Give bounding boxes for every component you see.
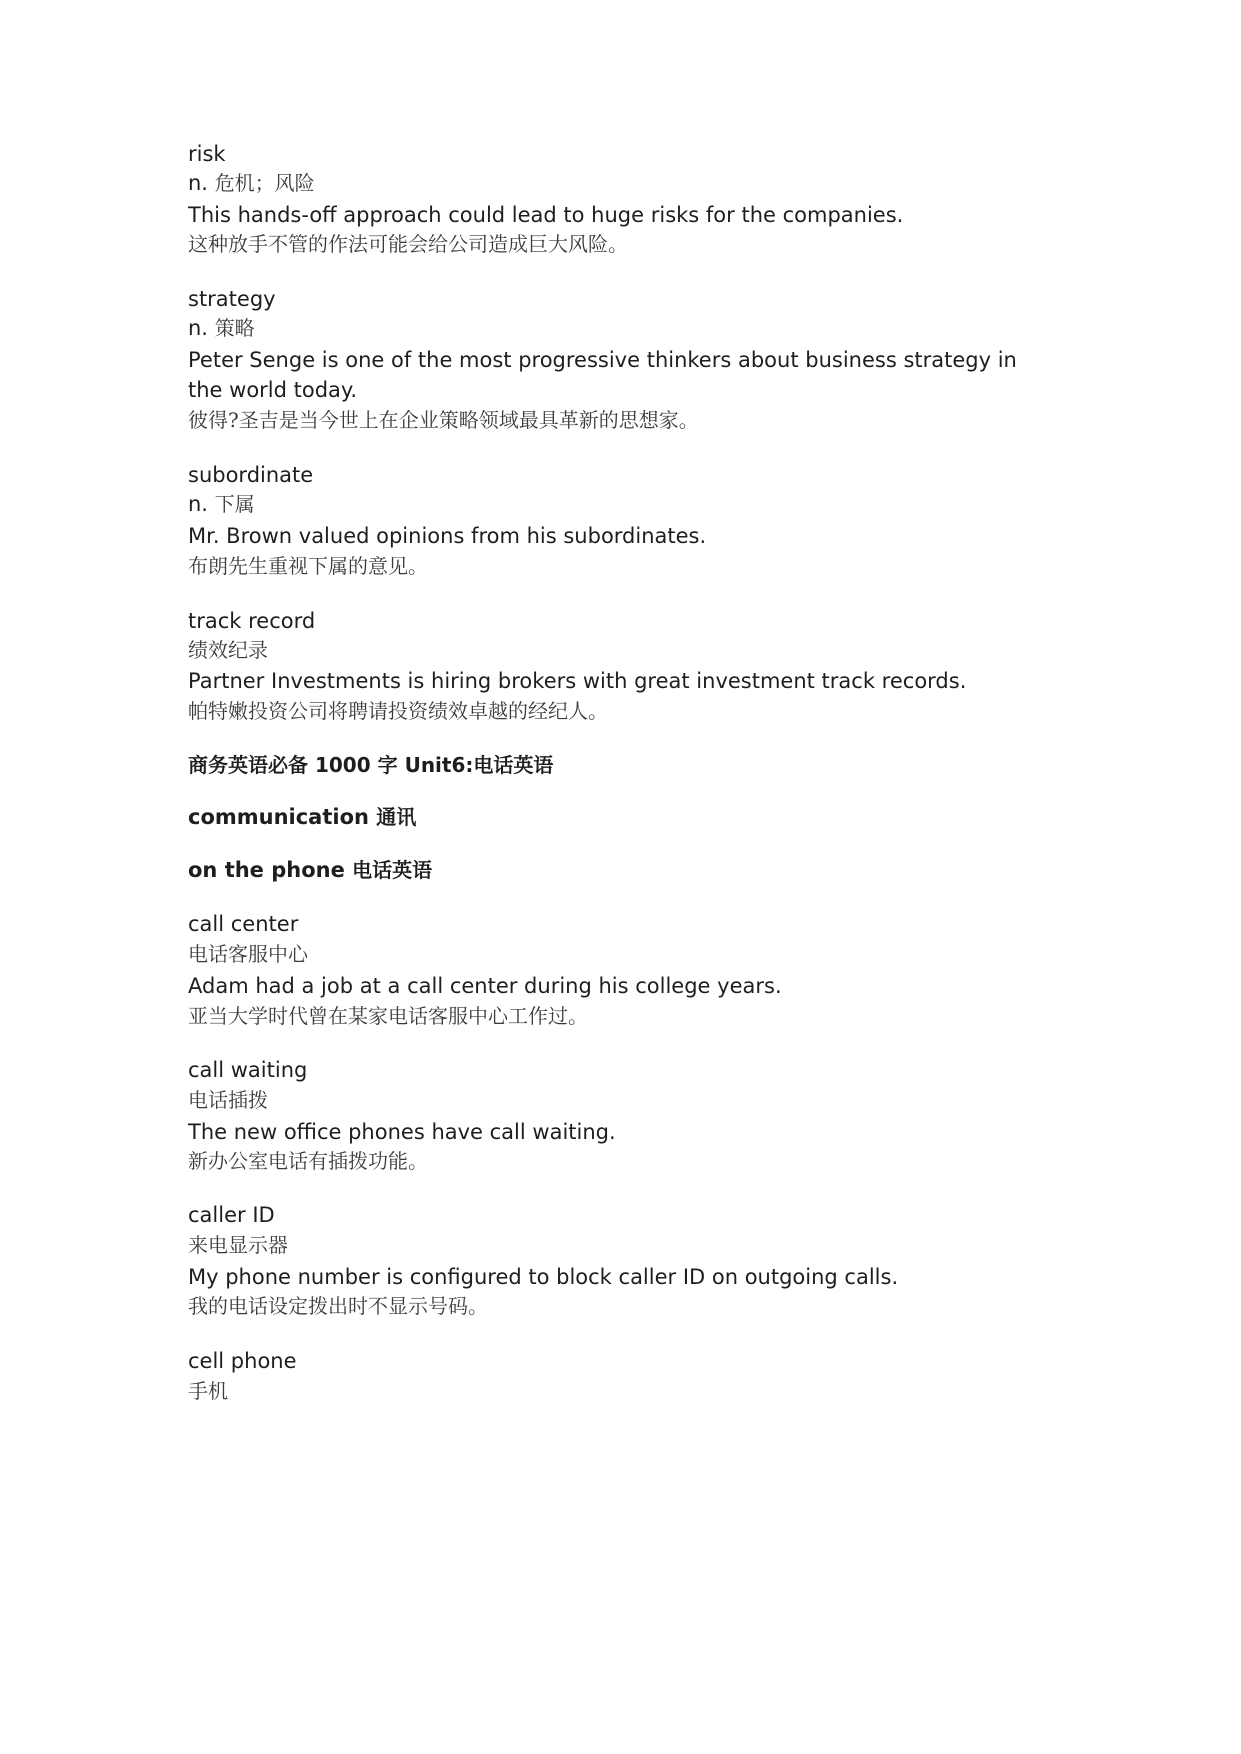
entry-meaning: 策略 <box>214 316 255 340</box>
entry-meaning: 手机 <box>188 1379 228 1403</box>
entry-meaning: 危机；风险 <box>214 171 315 195</box>
example-translation: 这种放手不管的作法可能会给公司造成巨大风险。 <box>188 232 628 256</box>
heading-topic: 电话英语 <box>473 753 554 777</box>
entry-definition <box>188 489 255 519</box>
section-heading-phone <box>188 855 432 885</box>
example-translation: 新办公室电话有插拨功能。 <box>188 1149 428 1173</box>
example-translation: 我的电话设定拨出时不显示号码。 <box>188 1294 488 1318</box>
part-of-speech: n. <box>188 171 208 195</box>
entry-word: track record <box>188 609 316 633</box>
section-en: on the phone <box>188 858 345 882</box>
example-sentence: The new office phones have call waiting. <box>188 1120 616 1144</box>
example-sentence: Partner Investments is hiring brokers with great investment track records. <box>188 669 967 693</box>
example-sentence: Mr. Brown valued opinions from his subordinates. <box>188 524 707 548</box>
part-of-speech: n. <box>188 492 208 516</box>
example-sentence: This hands-off approach could lead to huge risks for the companies. <box>188 203 904 227</box>
entry-meaning: 来电显示器 <box>188 1233 288 1257</box>
section-zh: 通讯 <box>376 805 417 829</box>
entry-word: subordinate <box>188 463 314 487</box>
entry-definition <box>188 168 315 198</box>
example-translation: 布朗先生重视下属的意见。 <box>188 554 428 578</box>
entry-meaning: 电话客服中心 <box>188 942 308 966</box>
example-sentence-continued: the world today. <box>188 378 358 402</box>
heading-zi: 字 <box>377 753 398 777</box>
entry-word: cell phone <box>188 1349 297 1373</box>
entry-definition <box>188 313 255 343</box>
section-en: communication <box>188 805 369 829</box>
example-sentence: Adam had a job at a call center during his college years. <box>188 974 782 998</box>
entry-word: strategy <box>188 287 276 311</box>
heading-count: 1000 <box>314 753 371 777</box>
entry-word: caller ID <box>188 1203 275 1227</box>
unit-heading <box>188 750 553 780</box>
heading-unit: Unit6: <box>404 753 474 777</box>
example-sentence: Peter Senge is one of the most progressive thinkers about business strategy in <box>188 348 1017 372</box>
section-heading-communication <box>188 802 416 832</box>
section-zh: 电话英语 <box>352 858 433 882</box>
example-translation: 帕特嫩投资公司将聘请投资绩效卓越的经纪人。 <box>188 699 608 723</box>
entry-meaning: 电话插拨 <box>188 1088 268 1112</box>
example-sentence: My phone number is configured to block caller ID on outgoing calls. <box>188 1265 899 1289</box>
entry-word: call waiting <box>188 1058 308 1082</box>
example-translation: 亚当大学时代曾在某家电话客服中心工作过。 <box>188 1004 588 1028</box>
heading-prefix: 商务英语必备 <box>188 753 308 777</box>
entry-word: risk <box>188 142 226 166</box>
entry-word: call center <box>188 912 299 936</box>
entry-meaning: 绩效纪录 <box>188 638 268 662</box>
part-of-speech: n. <box>188 316 208 340</box>
example-translation: 彼得?圣吉是当今世上在企业策略领域最具革新的思想家。 <box>188 408 699 432</box>
entry-meaning: 下属 <box>214 492 255 516</box>
